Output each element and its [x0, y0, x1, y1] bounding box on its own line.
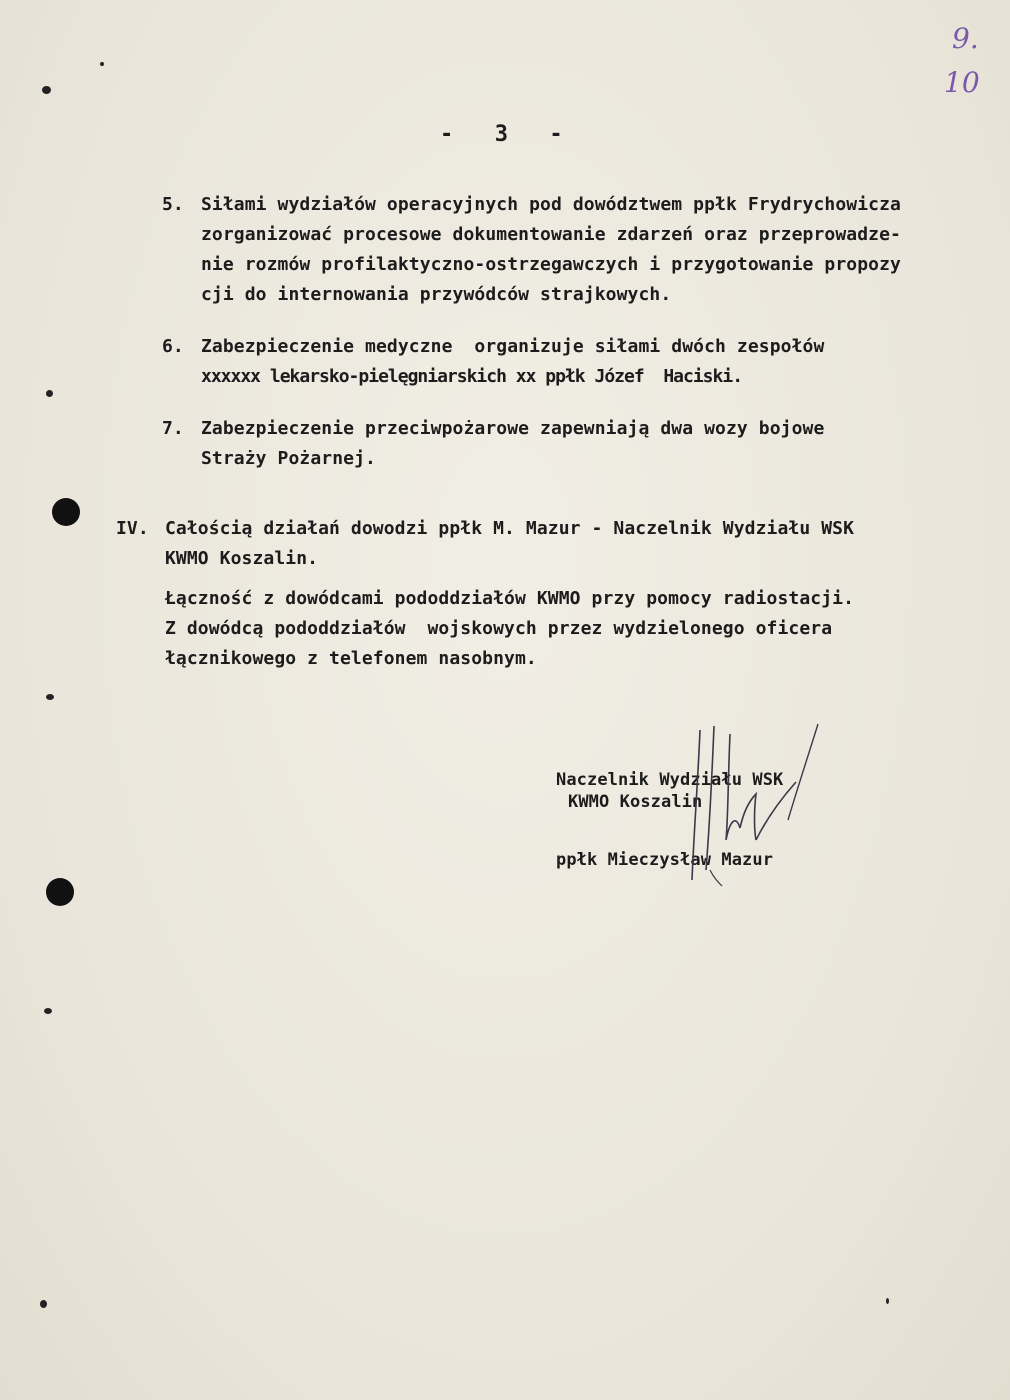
text-line: Zabezpieczenie medyczne organizuje siłami dwóch zespołów: [201, 336, 825, 357]
margin-speck: [40, 1300, 47, 1308]
text-line: Siłami wydziałów operacyjnych pod dowództwem ppłk Frydrychowicza: [201, 194, 901, 215]
section-iv-text: [165, 518, 855, 669]
item-5-text: [201, 194, 901, 320]
text-line: łącznikowego z telefonem nasobnym.: [165, 648, 537, 669]
handwritten-page-mark-top: 9.: [952, 22, 979, 55]
text-line: Całością działań dowodzi ppłk M. Mazur - Naczelnik Wydziału WSK: [165, 518, 855, 539]
signature-name: ppłk Mieczysław Mazur: [556, 850, 774, 870]
item-number-5: 5.: [162, 194, 184, 215]
punch-hole-top: [52, 498, 80, 526]
margin-speck: [100, 62, 104, 66]
text-line: zorganizować procesowe dokumentowanie zdarzeń oraz przeprowadze-: [201, 224, 901, 245]
punch-hole-bottom: [46, 878, 74, 906]
text-line: Straży Pożarnej.: [201, 448, 376, 469]
item-number-7: 7.: [162, 418, 184, 439]
section-number-iv: IV.: [116, 518, 149, 539]
signature-title-line2: KWMO Koszalin: [568, 792, 703, 812]
page-number: - 3 -: [440, 122, 563, 147]
handwritten-signature: [670, 720, 830, 890]
item-number-6: 6.: [162, 336, 184, 357]
text-line: Z dowódcą pododdziałów wojskowych przez wydzielonego oficera: [165, 618, 833, 639]
margin-speck: [44, 1008, 52, 1014]
margin-speck: [46, 694, 54, 700]
item-7-text: [201, 418, 825, 502]
signature-title-line1: Naczelnik Wydziału WSK: [556, 770, 784, 790]
text-line: Łączność z dowódcami pododdziałów KWMO przy pomocy radiostacji.: [165, 588, 855, 609]
item-6-text: [201, 336, 825, 420]
text-line: nie rozmów profilaktyczno-ostrzegawczych i przygotowanie propozy: [201, 254, 901, 275]
text-line: xxxxxx lekarsko-pielęgniarskich xx ppłk Józef Haciski.: [201, 366, 743, 387]
text-line: cji do internowania przywódców strajkowych.: [201, 284, 672, 305]
handwritten-page-mark-below: 10: [944, 66, 980, 99]
margin-speck: [46, 390, 53, 397]
margin-speck: [886, 1298, 889, 1304]
text-line: Zabezpieczenie przeciwpożarowe zapewniają dwa wozy bojowe: [201, 418, 825, 439]
text-line: KWMO Koszalin.: [165, 548, 319, 569]
margin-speck: [42, 86, 51, 94]
